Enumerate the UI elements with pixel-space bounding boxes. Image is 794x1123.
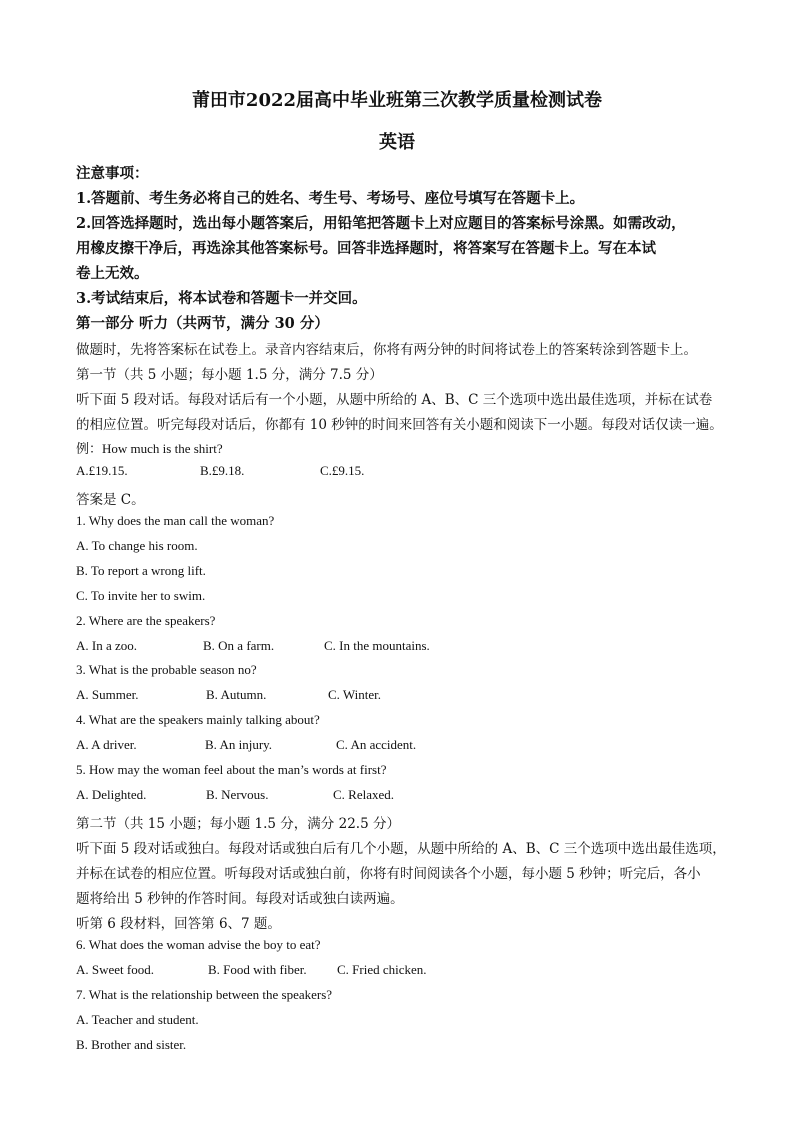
material-6-heading: 听第 6 段材料，回答第 6、7 题。 (76, 916, 281, 932)
notice-heading: 注意事项： (76, 165, 149, 182)
q3-option-a: A. Summer. (76, 687, 139, 702)
example-option-a: A.£19.15. (76, 463, 128, 478)
q3-option-c: C. Winter. (328, 687, 382, 702)
section2-heading: 第二节（共 15 小题；每小题 1.5 分，满分 22.5 分） (76, 816, 400, 832)
q5-option-b: B. Nervous. (206, 787, 269, 802)
exam-title: 莆田市2022届高中毕业班第三次教学质量检测试卷 (191, 90, 603, 111)
q7-option-a: A. Teacher and student. (76, 1012, 199, 1027)
q1-option-c: C. To invite her to swim. (76, 588, 206, 603)
notice-line-1: 1.答题前、考生务必将自己的姓名、考生号、考场号、座位号填写在答题卡上。 (76, 190, 585, 207)
q2-option-a: A. In a zoo. (76, 638, 138, 653)
part1-heading: 第一部分 听力（共两节，满分 30 分） (76, 315, 329, 332)
question-4: 4. What are the speakers mainly talking about? (76, 712, 320, 727)
q1-option-a: A. To change his room. (76, 538, 198, 553)
example-option-b: B.£9.18. (200, 463, 245, 478)
question-2: 2. Where are the speakers? (76, 613, 216, 628)
q4-option-a: A. A driver. (76, 737, 137, 752)
example-answer: 答案是 C。 (76, 492, 145, 508)
notice-line-2b: 用橡皮擦干净后，再选涂其他答案标号。回答非选择题时，将答案写在答题卡上。写在本试 (76, 240, 656, 257)
q4-option-b: B. An injury. (205, 737, 273, 752)
q7-option-b: B. Brother and sister. (76, 1037, 187, 1052)
notice-line-2c: 卷上无效。 (76, 265, 149, 282)
q6-option-b: B. Food with fiber. (208, 962, 307, 977)
section1-heading: 第一节（共 5 小题；每小题 1.5 分，满分 7.5 分） (76, 367, 383, 383)
example-question: 例：How much is the shirt? (76, 441, 223, 456)
question-6: 6. What does the woman advise the boy to eat? (76, 937, 321, 952)
section1-instructions-a: 听下面 5 段对话。每段对话后有一个小题，从题中所给的 A、B、C 三个选项中选出最佳选项，并标在试卷 (76, 392, 713, 408)
q2-option-b: B. On a farm. (203, 638, 275, 653)
question-3: 3. What is the probable season no? (76, 662, 257, 677)
question-1: 1. Why does the man call the woman? (76, 513, 275, 528)
question-7: 7. What is the relationship between the speakers? (76, 987, 333, 1002)
q6-option-a: A. Sweet food. (76, 962, 154, 977)
section2-instructions-a: 听下面 5 段对话或独白。每段对话或独白后有几个小题，从题中所给的 A、B、C 三个选项中选出最佳选项， (76, 841, 726, 857)
q4-option-c: C. An accident. (336, 737, 417, 752)
notice-line-3: 3.考试结束后，将本试卷和答题卡一并交回。 (76, 290, 367, 307)
example-option-c: C.£9.15. (320, 463, 365, 478)
section1-instructions-b: 的相应位置。听完每段对话后，你都有 10 秒钟的时间来回答有关小题和阅读下一小题。每段对话仅读一遍。 (76, 417, 723, 433)
q2-option-c: C. In the mountains. (324, 638, 430, 653)
subject-title: 英语 (379, 132, 415, 153)
question-5: 5. How may the woman feel about the man’s words at first? (76, 762, 387, 777)
section2-instructions-c: 题将给出 5 秒钟的作答时间。每段对话或独白读两遍。 (76, 891, 404, 907)
q5-option-a: A. Delighted. (76, 787, 147, 802)
q1-option-b: B. To report a wrong lift. (76, 563, 206, 578)
notice-line-2a: 2.回答选择题时，选出每小题答案后，用铅笔把答题卡上对应题目的答案标号涂黑。如需改动， (76, 215, 686, 232)
q6-option-c: C. Fried chicken. (337, 962, 427, 977)
part1-instructions: 做题时，先将答案标在试卷上。录音内容结束后，你将有两分钟的时间将试卷上的答案转涂到答题卡上。 (76, 342, 697, 358)
q3-option-b: B. Autumn. (206, 687, 267, 702)
section2-instructions-b: 并标在试卷的相应位置。听每段对话或独白前，你将有时间阅读各个小题，每小题 5 秒钟；听完后，各小 (76, 866, 701, 882)
q5-option-c: C. Relaxed. (333, 787, 395, 802)
